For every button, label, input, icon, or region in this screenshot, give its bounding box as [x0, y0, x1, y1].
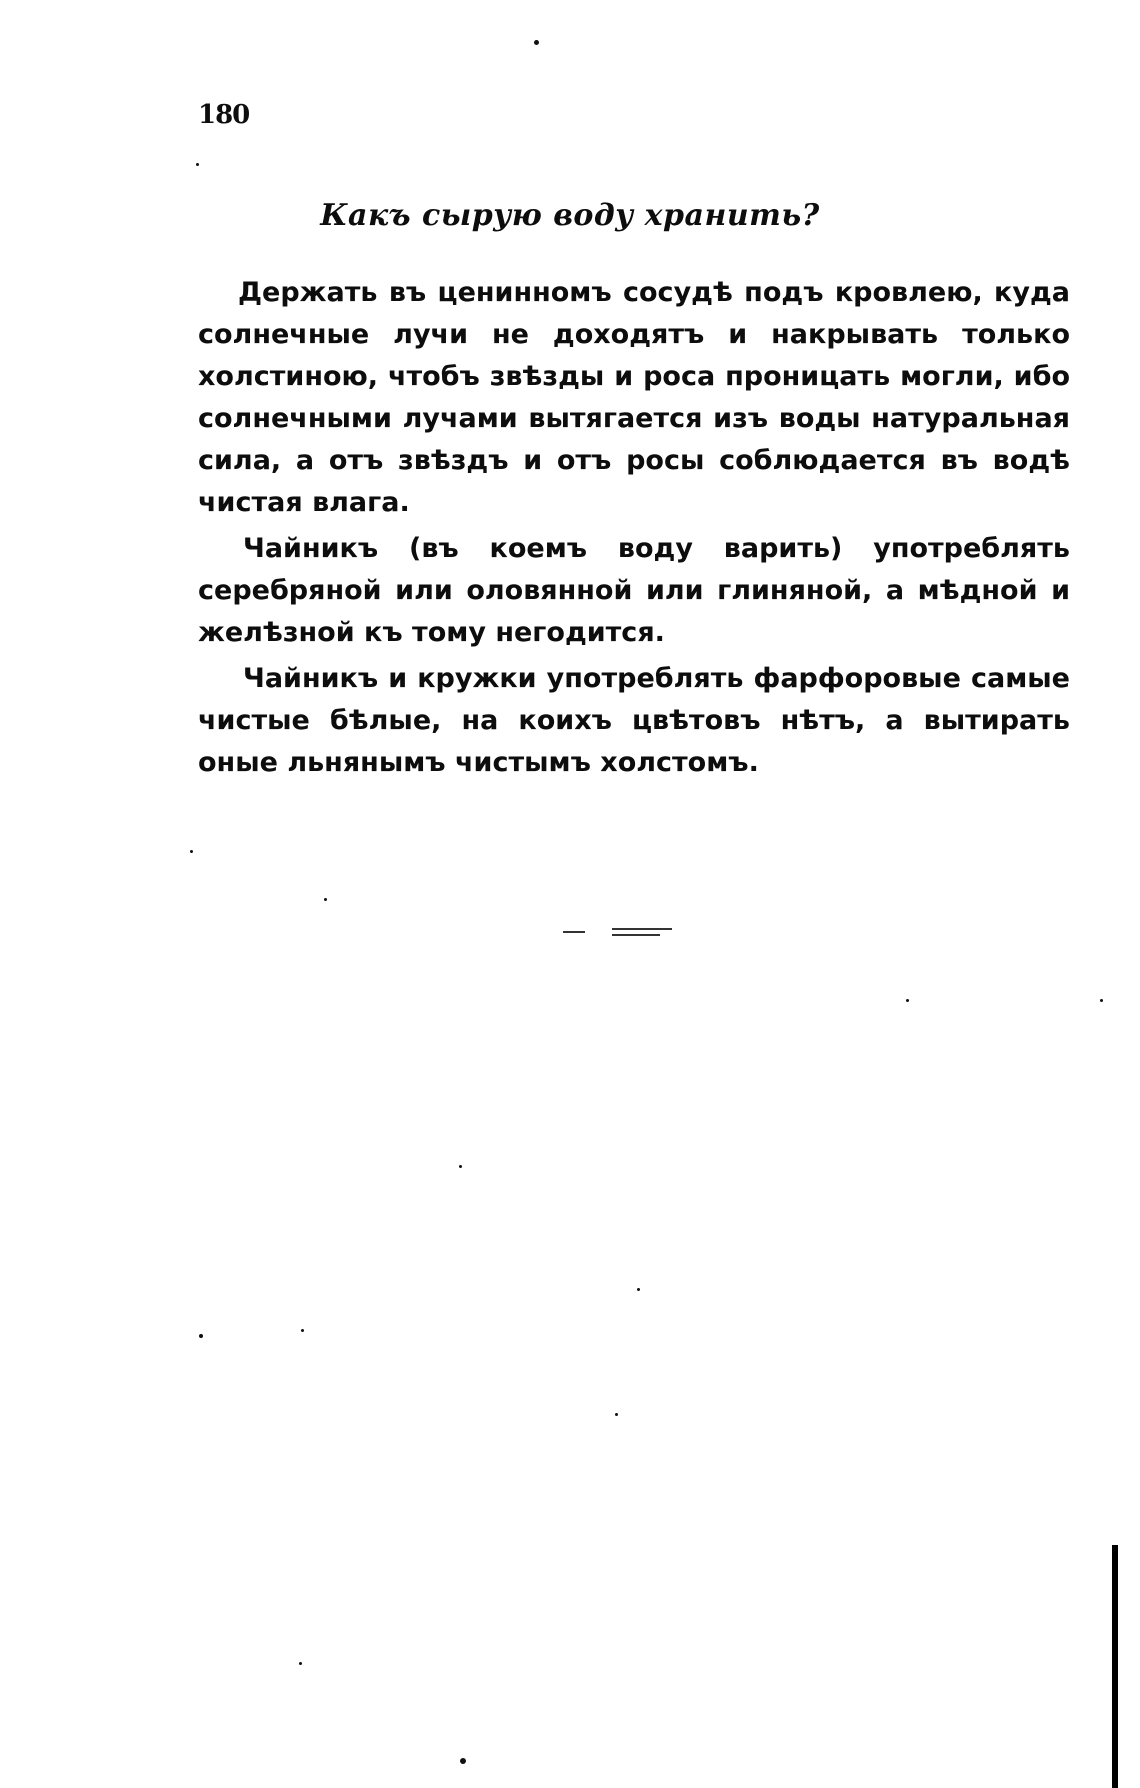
scan-speck [459, 1165, 462, 1168]
page-number: 180 [198, 100, 250, 130]
scan-speck [324, 898, 327, 901]
section-heading: Какъ сырую воду хранить? [320, 198, 820, 233]
scan-speck [637, 1288, 640, 1291]
paragraph-porcelain: Чайникъ и кружки употреблять фарфоровые самые чистые бѣлые, на коихъ цвѣтовъ нѣтъ, а вытирать оные льнянымъ чистымъ холстомъ. [198, 663, 1070, 778]
paragraph-storage: Держать въ ценинномъ сосудѣ подъ кровлею, куда солнечные лучи не доходятъ и накрывать только холстиною, чтобъ звѣзды и роса проницать могли, ибо солнечными лучами вытягается изъ воды натуральная сила, а отъ звѣздъ и отъ росы соблюдается въ водѣ чистая влага. [198, 277, 1070, 518]
scan-edge-shadow [1112, 1545, 1118, 1788]
paragraph-kettle-material: Чайникъ (въ коемъ воду варить) употреблять серебряной или оловянной или глиняной, а мѣдной и желѣзной къ тому негодится. [198, 533, 1070, 648]
scan-speck [190, 850, 193, 853]
scan-speck [196, 163, 199, 166]
scan-speck [1100, 999, 1103, 1002]
scan-speck [906, 999, 909, 1002]
scan-speck [615, 1413, 618, 1416]
scan-mark [612, 928, 672, 930]
scan-speck [301, 1329, 304, 1332]
scan-speck [299, 1662, 302, 1665]
scan-speck [199, 1334, 203, 1338]
scan-speck [534, 40, 539, 45]
scan-mark [612, 934, 660, 936]
scan-speck [460, 1758, 466, 1764]
body-text [198, 272, 1070, 788]
scan-mark [563, 931, 585, 933]
